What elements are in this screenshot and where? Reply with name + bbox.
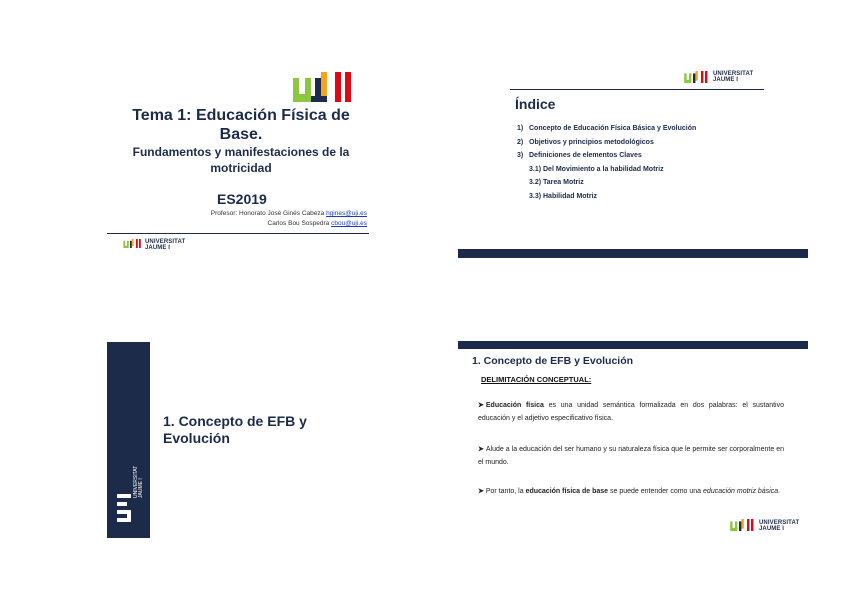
uji-logo-footer [730,519,756,531]
index-title: Índice [515,96,556,112]
index-item[interactable] [517,125,696,139]
slide-index [458,60,808,260]
professor2-email-link[interactable]: cbou@uji.es [331,220,367,227]
uji-vertical-logo-icon [115,458,143,530]
bullet-text: se puede entender como una [608,488,704,495]
bullet-bold-text: educación física de base [525,488,609,495]
university-name [145,239,185,251]
index-item-number: 1) [517,125,524,132]
divider [107,233,369,234]
index-subitem[interactable] [517,193,696,207]
slide-concept [458,340,808,540]
slide-title [107,60,375,265]
slide1-title [107,106,375,144]
professor-email-link[interactable]: hgines@uji.es [326,210,367,217]
subtitle-line-2: motricidad [210,161,272,175]
uji-logo-icon [123,239,143,248]
index-item[interactable] [517,152,696,166]
course-code: ES2019 [217,191,267,207]
uji-logo-small [123,239,143,248]
index-item-number: 2) [517,138,524,146]
uji-logo-large [293,72,357,102]
arrow-bullet-icon: ➤ [478,402,484,409]
subtitle-line-1: Fundamentos y manifestaciones de la [132,145,350,159]
slide-section [107,342,375,538]
index-item-label: Concepto de Educación Física Básica y Evolución [529,125,697,132]
professor-name: Profesor: Honorato José Ginés Cabeza [210,210,325,217]
university-line-2: JAUME I [759,526,785,532]
heading-line-2: Evolución [163,430,230,446]
professor-info [211,209,367,229]
bullet-item [478,443,784,469]
university-line-1: UNIVERSITAT [145,239,186,245]
university-name [759,520,799,532]
bullet-text: es una unidad semántica formalizada en dos palabras: el sustantivo educación y el adjetivo especificativo física. [478,402,784,422]
university-line-1: UNIVERSITAT [759,520,800,526]
university-line-1: UNIVERSITAT [713,71,754,77]
arrow-bullet-icon: ➤ [478,446,484,453]
uji-logo-icon [684,71,710,83]
index-subitem[interactable] [517,179,696,193]
footer-bar [458,249,808,258]
slide4-title: 1. Concepto de EFB y Evolución [472,355,634,367]
divider [510,89,764,90]
university-line-2: JAUME I [713,77,739,83]
arrow-bullet-icon: ➤ [478,488,484,495]
header-bar [458,341,808,349]
uji-logo-icon [730,519,756,531]
bullet-italic-text: educación motriz básica [703,488,779,495]
index-item-number: 3) [517,152,524,159]
uji-logo-header [684,71,710,83]
index-item[interactable] [517,139,696,153]
index-item-label: Objetivos y principios metodológicos [529,138,654,146]
university-name [713,71,753,83]
index-item-label: Definiciones de elementos Claves [529,152,642,159]
index-list [517,125,696,206]
slide4-subtitle: DELIMITACIÓN CONCEPTUAL: [481,375,592,384]
index-subitem[interactable] [517,166,696,180]
university-vertical-text: UNIVERSITAT [133,465,139,498]
heading-line-1: 1. Concepto de EFB y [163,413,307,429]
index-subitem-label: 3.3) Habilidad Motriz [529,192,598,200]
bullet-item [478,399,784,425]
uji-logo-icon [293,72,357,102]
index-subitem-label: 3.1) Del Movimiento a la habilidad Motriz [529,165,664,173]
section-heading [163,413,363,447]
bullet-text: Por tanto, la [485,488,526,495]
slide1-subtitle [107,144,375,176]
title-line-2: Base. [219,126,263,143]
title-line-1: Tema 1: Educación Física de [132,107,350,124]
bullet-bold-text: Educación física [485,402,544,409]
professor2-name: Carlos Bou Sospedra [267,220,330,227]
index-subitem-label: 3.2) Tarea Motriz [529,179,584,186]
bullet-text: . [778,488,781,495]
bullet-text: Alude a la educación del ser humano y su naturaleza física que le permite ser corporalmente en el mundo. [478,446,784,466]
university-line-2: JAUME I [145,245,171,251]
bullet-item [478,485,784,498]
university-vertical-text-2: JAUME I [138,478,144,498]
